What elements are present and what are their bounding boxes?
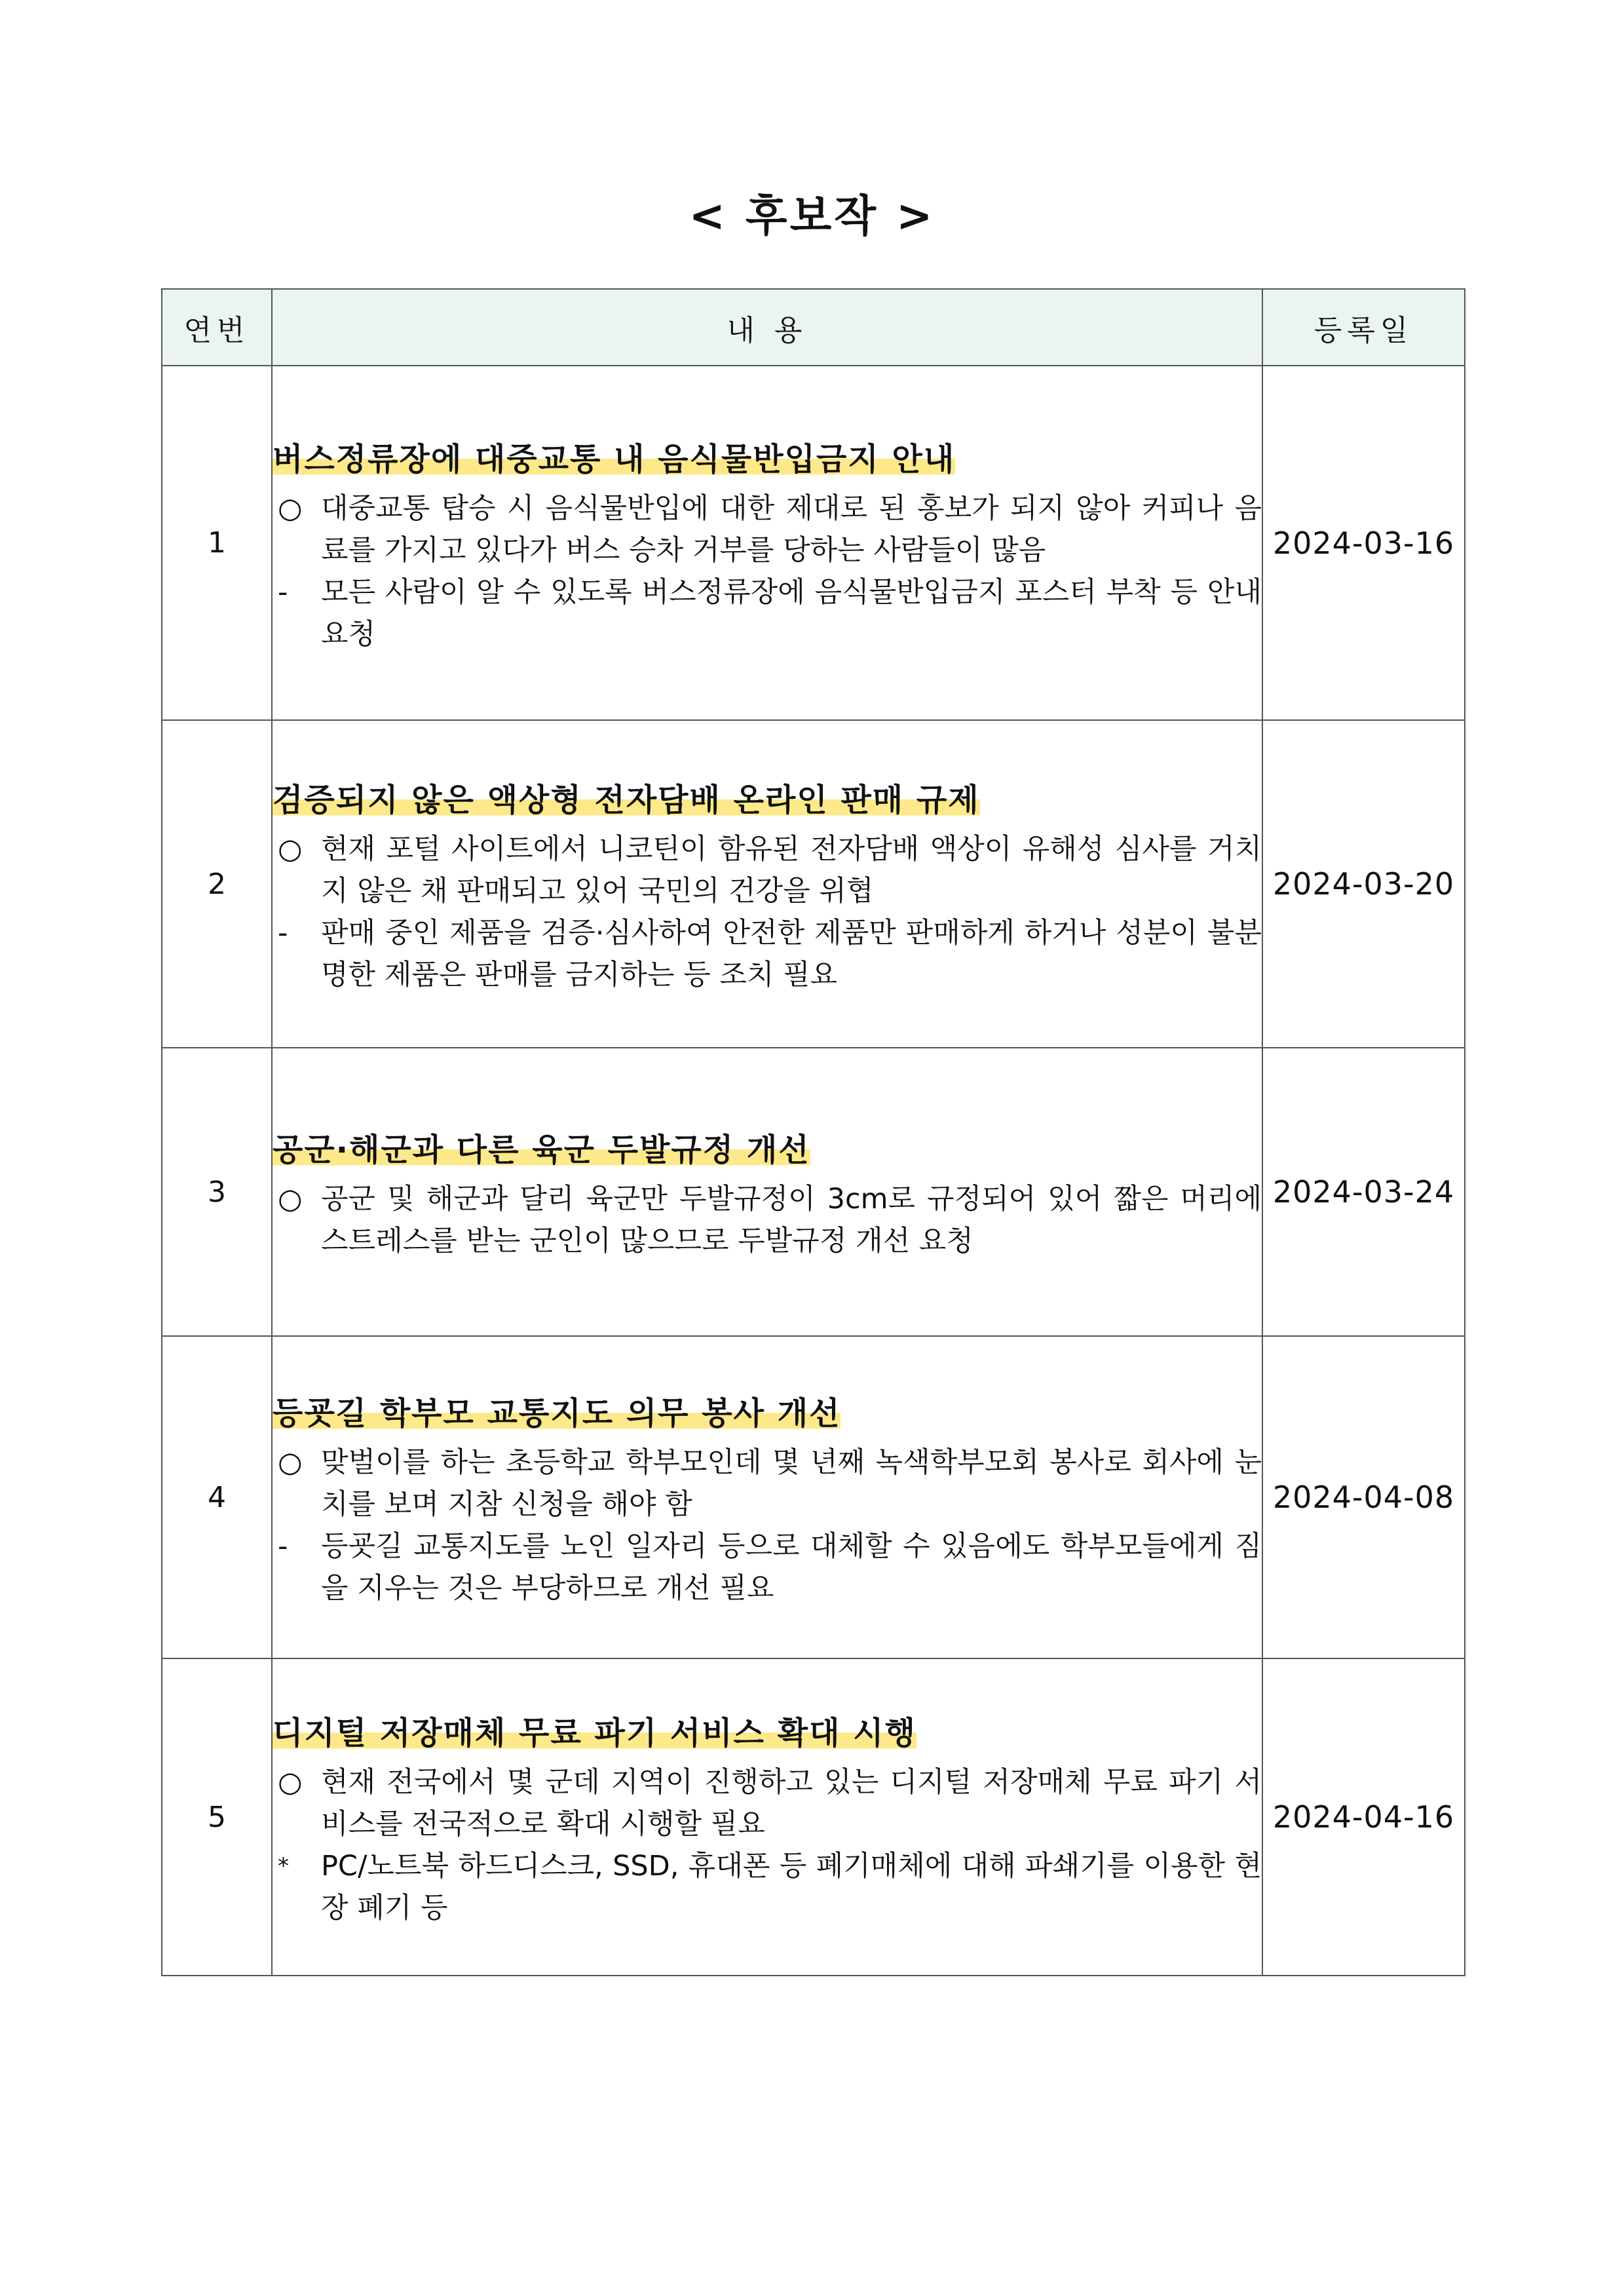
bullet-text: PC/노트북 하드디스크, SSD, 휴대폰 등 폐기매체에 대해 파쇄기를 이용한 현장 폐기 등 bbox=[321, 1850, 1262, 1924]
row-heading-wrap bbox=[273, 1385, 1262, 1442]
row-heading-wrap bbox=[273, 772, 1262, 828]
bullet-text: 맞벌이를 하는 초등학교 학부모인데 몇 년째 녹색학부모회 봉사로 회사에 눈치를 보며 지참 신청을 해야 함 bbox=[321, 1446, 1262, 1521]
bullet-item bbox=[273, 1761, 1262, 1845]
header-num: 연번 bbox=[162, 289, 272, 366]
circle-bullet-icon: ○ bbox=[278, 833, 303, 866]
table-row bbox=[162, 1658, 1465, 1976]
bullet-text: 모든 사람이 알 수 있도록 버스정류장에 음식물반입금지 포스터 부착 등 안내 요청 bbox=[321, 575, 1262, 651]
row-content bbox=[272, 1658, 1262, 1976]
bullet-item bbox=[273, 1845, 1262, 1929]
row-date: 2024-04-16 bbox=[1262, 1658, 1465, 1976]
table-header-row bbox=[162, 289, 1465, 366]
bullet-text: 현재 전국에서 몇 군데 지역이 진행하고 있는 디지털 저장매체 무료 파기 서비스를 전국적으로 확대 시행할 필요 bbox=[321, 1766, 1262, 1841]
row-date: 2024-03-20 bbox=[1262, 720, 1465, 1048]
table-row bbox=[162, 1336, 1465, 1658]
candidate-table bbox=[161, 288, 1465, 1976]
circle-bullet-icon: ○ bbox=[278, 1766, 303, 1799]
row-heading: 등굣길 학부모 교통지도 의무 봉사 개선 bbox=[273, 1395, 841, 1432]
row-date: 2024-03-24 bbox=[1262, 1048, 1465, 1336]
circle-bullet-icon: ○ bbox=[278, 1183, 303, 1215]
row-number: 5 bbox=[162, 1658, 272, 1976]
bullet-item bbox=[273, 1442, 1262, 1525]
row-content bbox=[272, 1336, 1262, 1658]
row-heading-wrap bbox=[273, 1705, 1262, 1761]
page-title: < 후보작 > bbox=[689, 191, 935, 241]
row-heading-wrap bbox=[273, 431, 1262, 488]
table-row bbox=[162, 366, 1465, 720]
table-row bbox=[162, 1048, 1465, 1336]
header-date: 등록일 bbox=[1262, 289, 1465, 366]
table-row bbox=[162, 720, 1465, 1048]
row-heading: 공군·해군과 다른 육군 두발규정 개선 bbox=[273, 1132, 810, 1168]
row-number: 4 bbox=[162, 1336, 272, 1658]
bullet-text: 판매 중인 제품을 검증·심사하여 안전한 제품만 판매하게 하거나 성분이 불분명한 제품은 판매를 금지하는 등 조치 필요 bbox=[321, 917, 1262, 991]
bullet-text: 대중교통 탑승 시 음식물반입에 대한 제대로 된 홍보가 되지 않아 커피나 음료를 가지고 있다가 버스 승차 거부를 당하는 사람들이 많음 bbox=[321, 491, 1262, 567]
row-date: 2024-03-16 bbox=[1262, 366, 1465, 720]
row-heading-wrap bbox=[273, 1122, 1262, 1178]
row-content bbox=[272, 1048, 1262, 1336]
header-content: 내 용 bbox=[272, 289, 1262, 366]
dash-bullet-icon: - bbox=[278, 917, 288, 949]
row-heading: 디지털 저장매체 무료 파기 서비스 확대 시행 bbox=[273, 1715, 916, 1751]
dash-bullet-icon: - bbox=[278, 575, 288, 609]
bullet-item bbox=[273, 1178, 1262, 1262]
bullet-item bbox=[273, 828, 1262, 912]
dash-bullet-icon: - bbox=[278, 1530, 288, 1563]
row-number: 1 bbox=[162, 366, 272, 720]
row-heading: 검증되지 않은 액상형 전자담배 온라인 판매 규제 bbox=[273, 782, 980, 818]
row-content bbox=[272, 720, 1262, 1048]
bullet-item bbox=[273, 912, 1262, 996]
asterisk-icon: * bbox=[278, 1853, 289, 1879]
bullet-item bbox=[273, 488, 1262, 571]
bullet-item bbox=[273, 1525, 1262, 1609]
bullet-text: 등굣길 교통지도를 노인 일자리 등으로 대체할 수 있음에도 학부모들에게 짐을 지우는 것은 부당하므로 개선 필요 bbox=[321, 1530, 1262, 1605]
bullet-item bbox=[273, 571, 1262, 655]
row-content bbox=[272, 366, 1262, 720]
row-number: 2 bbox=[162, 720, 272, 1048]
bullet-text: 현재 포털 사이트에서 니코틴이 함유된 전자담배 액상이 유해성 심사를 거치지 않은 채 판매되고 있어 국민의 건강을 위협 bbox=[321, 833, 1262, 908]
bullet-text: 공군 및 해군과 달리 육군만 두발규정이 3cm로 규정되어 있어 짧은 머리에 스트레스를 받는 군인이 많으므로 두발규정 개선 요청 bbox=[321, 1183, 1262, 1257]
circle-bullet-icon: ○ bbox=[278, 491, 303, 525]
row-heading: 버스정류장에 대중교통 내 음식물반입금지 안내 bbox=[273, 440, 956, 478]
row-date: 2024-04-08 bbox=[1262, 1336, 1465, 1658]
circle-bullet-icon: ○ bbox=[278, 1446, 303, 1479]
row-number: 3 bbox=[162, 1048, 272, 1336]
